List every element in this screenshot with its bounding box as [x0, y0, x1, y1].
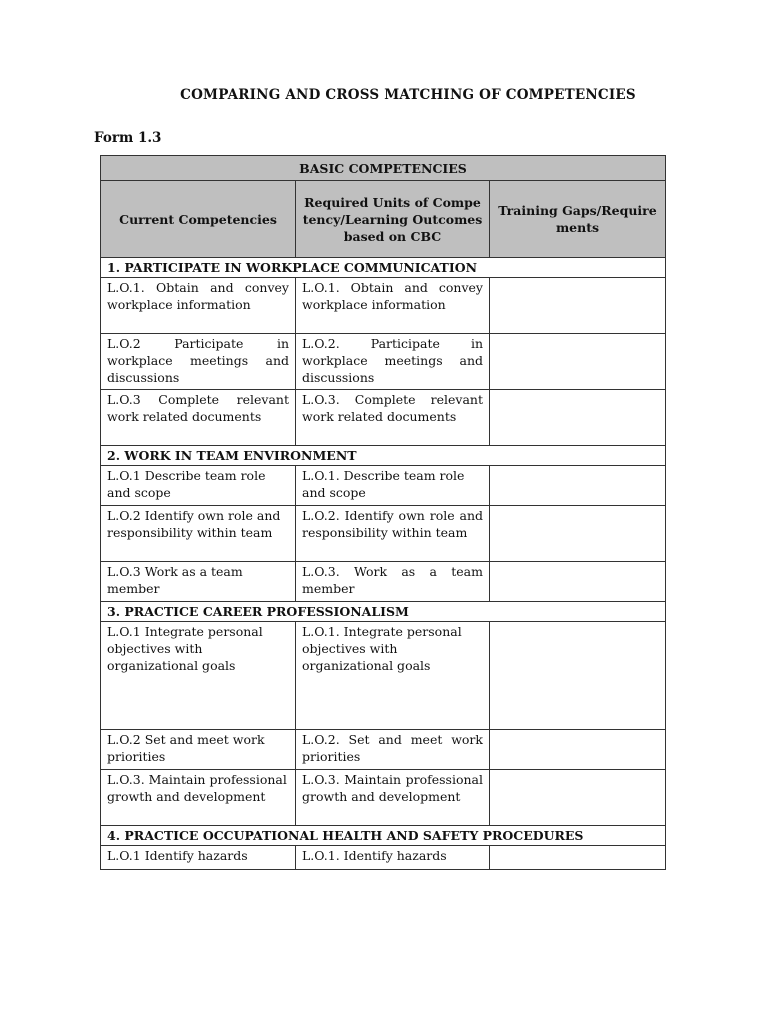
current-cell: L.O.2 Participate in workplace meetings and discussions: [101, 334, 296, 390]
table-row: [101, 278, 666, 334]
header-required: Required Units of Competency/Learning Outcomes based on CBC: [296, 181, 490, 258]
document-title: COMPARING AND CROSS MATCHING OF COMPETENCIES: [180, 87, 636, 103]
section-title: 3. PRACTICE CAREER PROFESSIONALISM: [101, 602, 666, 622]
current-cell: L.O.3 Complete relevant work related documents: [101, 390, 296, 446]
gap-cell: [490, 622, 666, 730]
section-row: [101, 602, 666, 622]
gap-cell: [490, 846, 666, 870]
section-title: 1. PARTICIPATE IN WORKPLACE COMMUNICATION: [101, 258, 666, 278]
required-cell: L.O.2. Participate in workplace meetings and discussions: [296, 334, 490, 390]
table-row: [101, 770, 666, 826]
section-row: [101, 826, 666, 846]
competency-table: [100, 155, 666, 870]
table-row: [101, 466, 666, 506]
section-row: [101, 446, 666, 466]
current-cell: L.O.3 Work as a team member: [101, 562, 296, 602]
basic-competencies-banner: BASIC COMPETENCIES: [101, 156, 666, 181]
banner-row: [101, 156, 666, 181]
current-cell: L.O.1 Describe team role and scope: [101, 466, 296, 506]
form-label: Form 1.3: [94, 130, 162, 146]
section-title: 2. WORK IN TEAM ENVIRONMENT: [101, 446, 666, 466]
table-row: [101, 390, 666, 446]
gap-cell: [490, 278, 666, 334]
gap-cell: [490, 506, 666, 562]
required-cell: L.O.1. Describe team role and scope: [296, 466, 490, 506]
current-cell: L.O.1 Integrate personal objectives with organizational goals: [101, 622, 296, 730]
required-cell: L.O.2. Identify own role and responsibility within team: [296, 506, 490, 562]
section-title: 4. PRACTICE OCCUPATIONAL HEALTH AND SAFETY PROCEDURES: [101, 826, 666, 846]
required-cell: L.O.1. Identify hazards: [296, 846, 490, 870]
current-cell: L.O.1 Identify hazards: [101, 846, 296, 870]
header-current: Current Competencies: [101, 181, 296, 258]
gap-cell: [490, 730, 666, 770]
header-row: [101, 181, 666, 258]
table-row: [101, 622, 666, 730]
required-cell: L.O.2. Set and meet work priorities: [296, 730, 490, 770]
gap-cell: [490, 334, 666, 390]
table-row: [101, 730, 666, 770]
table-row: [101, 846, 666, 870]
header-gaps: Training Gaps/Requirements: [490, 181, 666, 258]
current-cell: L.O.2 Set and meet work priorities: [101, 730, 296, 770]
table-row: [101, 334, 666, 390]
required-cell: L.O.1. Integrate personal objectives with organizational goals: [296, 622, 490, 730]
required-cell: L.O.3. Complete relevant work related documents: [296, 390, 490, 446]
section-row: [101, 258, 666, 278]
current-cell: L.O.2 Identify own role and responsibility within team: [101, 506, 296, 562]
current-cell: L.O.3. Maintain professional growth and development: [101, 770, 296, 826]
required-cell: L.O.1. Obtain and convey workplace information: [296, 278, 490, 334]
required-cell: L.O.3. Maintain professional growth and development: [296, 770, 490, 826]
gap-cell: [490, 562, 666, 602]
table-row: [101, 562, 666, 602]
gap-cell: [490, 390, 666, 446]
gap-cell: [490, 466, 666, 506]
gap-cell: [490, 770, 666, 826]
required-cell: L.O.3. Work as a team member: [296, 562, 490, 602]
current-cell: L.O.1. Obtain and convey workplace information: [101, 278, 296, 334]
table-row: [101, 506, 666, 562]
